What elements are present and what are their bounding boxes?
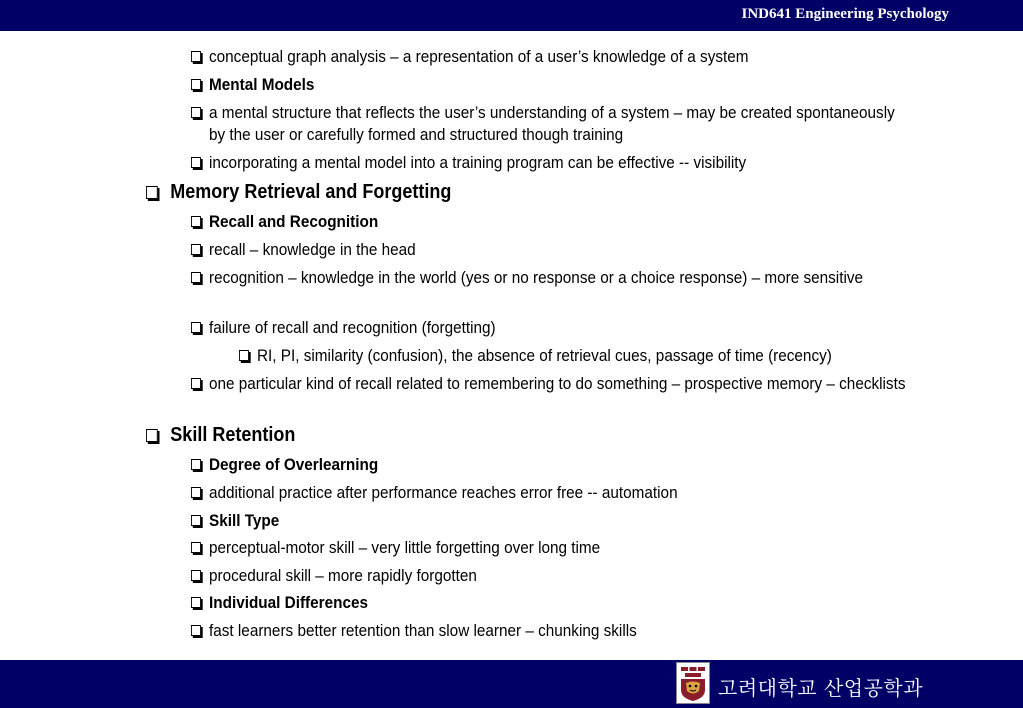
list-item-text: Mental Models: [209, 75, 315, 94]
checkbox-bullet-icon: [146, 186, 158, 199]
list-item: [191, 510, 921, 532]
list-item-text: Skill Type: [209, 511, 280, 530]
list-item-text: a mental structure that reflects the user’s understanding of a system – may be created spontaneously by the user or carefully formed and structured though training: [209, 103, 895, 144]
list-item-text: additional practice after performance reaches error free -- automation: [209, 483, 678, 502]
checkbox-bullet-icon: [191, 79, 201, 90]
list-item: [191, 620, 921, 642]
department-name: 고려대학교 산업공학과: [718, 676, 924, 700]
list-item-text: perceptual-motor skill – very little forgetting over long time: [209, 538, 601, 557]
checkbox-bullet-icon: [191, 216, 201, 227]
list-item: [239, 345, 832, 367]
list-item: [191, 46, 921, 68]
list-item-text: failure of recall and recognition (forgetting): [209, 318, 496, 337]
list-item-text: procedural skill – more rapidly forgotten: [209, 566, 477, 585]
list-item: [191, 482, 921, 504]
list-item-text: Individual Differences: [209, 593, 369, 612]
list-item: [191, 152, 921, 174]
list-item-text: recall – knowledge in the head: [209, 240, 416, 259]
checkbox-bullet-icon: [191, 51, 201, 62]
checkbox-bullet-icon: [191, 157, 201, 168]
list-item-text: fast learners better retention than slow learner – chunking skills: [209, 621, 637, 640]
checkbox-bullet-icon: [191, 459, 201, 470]
list-item: [191, 239, 921, 261]
list-item: [191, 267, 921, 289]
checkbox-bullet-icon: [191, 542, 201, 553]
list-item: [191, 373, 921, 395]
list-item: [191, 211, 921, 233]
checkbox-bullet-icon: [191, 272, 201, 283]
section-heading-text: Memory Retrieval and Forgetting: [170, 181, 452, 203]
list-item: [191, 565, 921, 587]
section-heading: [146, 423, 295, 447]
checkbox-bullet-icon: [191, 515, 201, 526]
list-item-text: incorporating a mental model into a training program can be effective -- visibility: [209, 153, 747, 172]
checkbox-bullet-icon: [191, 487, 201, 498]
checkbox-bullet-icon: [239, 350, 249, 361]
list-item-text: conceptual graph analysis – a representation of a user’s knowledge of a system: [209, 47, 749, 66]
checkbox-bullet-icon: [146, 429, 158, 442]
list-item: [191, 74, 921, 96]
checkbox-bullet-icon: [191, 107, 201, 118]
list-item: [191, 537, 921, 559]
checkbox-bullet-icon: [191, 625, 201, 636]
list-item: [191, 317, 921, 339]
list-item-text: recognition – knowledge in the world (yes or no response or a choice response) – more sensitive: [209, 268, 864, 287]
course-title: IND641 Engineering Psychology: [741, 6, 949, 22]
checkbox-bullet-icon: [191, 570, 201, 581]
checkbox-bullet-icon: [191, 244, 201, 255]
checkbox-bullet-icon: [191, 378, 201, 389]
list-item-text: RI, PI, similarity (confusion), the absence of retrieval cues, passage of time (recency): [257, 346, 832, 365]
checkbox-bullet-icon: [191, 597, 201, 608]
list-item: [191, 592, 921, 614]
checkbox-bullet-icon: [191, 322, 201, 333]
list-item-text: Degree of Overlearning: [209, 455, 379, 474]
korea-university-crest-icon: [676, 662, 710, 704]
list-item-text: one particular kind of recall related to remembering to do something – prospective memory – checklists: [209, 374, 906, 393]
section-heading-text: Skill Retention: [170, 424, 296, 446]
section-heading: [146, 180, 451, 204]
list-item: [191, 454, 921, 476]
list-item: [191, 102, 921, 146]
list-item-text: Recall and Recognition: [209, 212, 379, 231]
